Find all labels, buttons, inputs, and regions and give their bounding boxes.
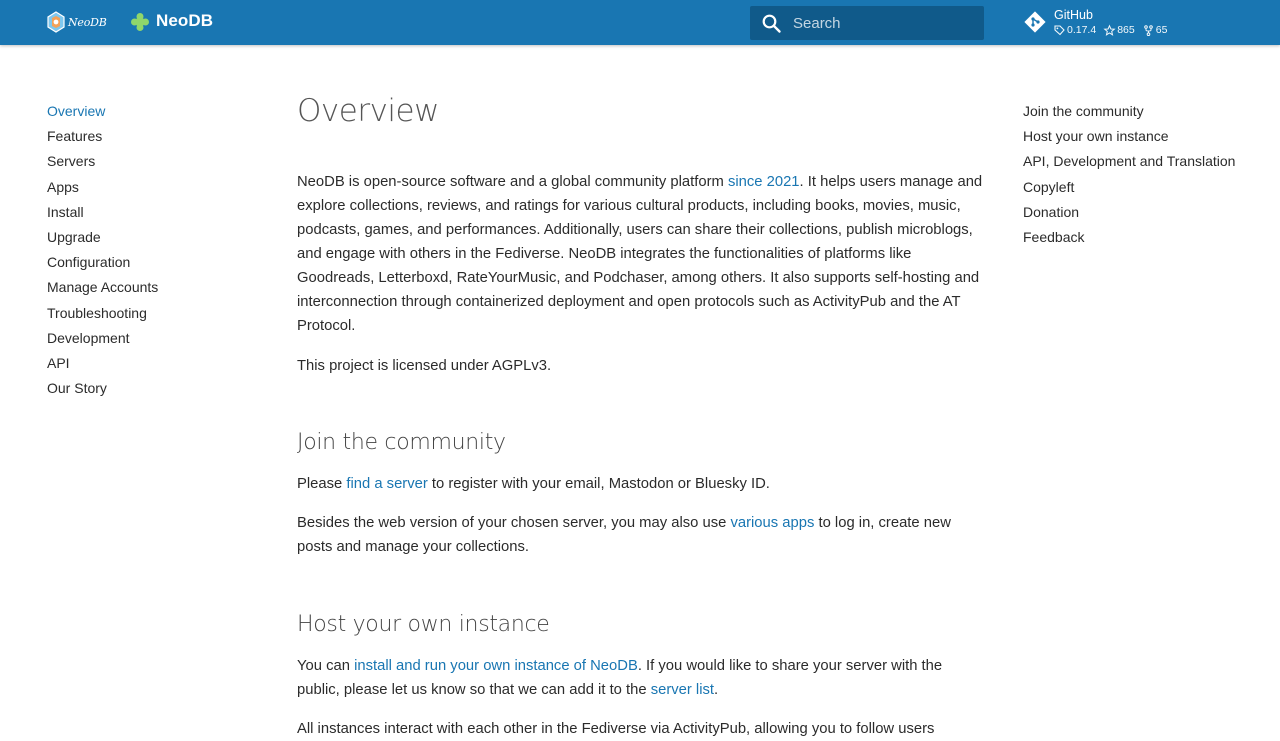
main-content (297, 88, 987, 741)
section-heading-host: Host your own instance (297, 612, 550, 637)
repo-forks (1143, 24, 1168, 36)
repo-forks-count: 65 (1155, 24, 1168, 36)
toc-item-host-instance[interactable]: Host your own instance (1023, 128, 1169, 145)
nav-item-servers[interactable]: Servers (47, 153, 96, 170)
join-paragraph-2 (297, 511, 987, 559)
nav-item-configuration[interactable]: Configuration (47, 254, 131, 271)
repo-stars-count: 865 (1117, 24, 1135, 36)
join-p2-end: to log in, create new posts and manage your collections. (297, 515, 951, 555)
repo-version (1054, 24, 1096, 36)
toc-item-join-community[interactable]: Join the community (1023, 103, 1144, 119)
server-list-link[interactable]: server list (650, 682, 715, 698)
intro-paragraph (297, 170, 987, 338)
nav-item-apps[interactable]: Apps (47, 178, 79, 195)
nav-item-manage-accounts[interactable]: Manage Accounts (47, 279, 159, 296)
find-a-server-link[interactable]: find a server (346, 476, 428, 492)
nav-item-api[interactable]: API (47, 355, 70, 372)
toc-item-api-development[interactable]: API, Development and Translation (1023, 153, 1236, 170)
license-paragraph: This project is licensed under AGPLv3. (297, 358, 552, 374)
nav-item-our-story[interactable]: Our Story (47, 380, 107, 397)
fork-icon (1143, 25, 1154, 36)
toc-item-feedback[interactable]: Feedback (1023, 229, 1085, 246)
toc-item-copyleft[interactable]: Copyleft (1023, 178, 1075, 195)
toc-item-donation[interactable]: Donation (1023, 203, 1080, 220)
join-paragraph-1 (297, 472, 987, 496)
section-heading-join: Join the community (297, 430, 506, 455)
join-p1-start: Please (297, 476, 347, 492)
host-paragraph-2: All instances interact with each other in the Fediverse via ActivityPub, allowing you to follow users (297, 721, 935, 737)
top-header (0, 0, 1280, 45)
home-logo-link[interactable] (46, 10, 107, 34)
tag-icon (1054, 25, 1065, 36)
table-of-contents (1023, 99, 1268, 250)
intro-text-end: . It helps users manage and explore collections, reviews, and ratings for various cultural products, including books, movies, music, podcasts, games, and performances. Additionally, users can share their collections, publish microblogs, and engage with others in the Fediverse. NeoDB integrates the functionalities of platforms like Goodreads, Letterboxd, RateYourMusic, and Podchaser, among others. It also supports self-hosting and interconnection through containerized deployment and open protocols such as ActivityPub and the AT Protocol. (297, 174, 983, 334)
repo-stars (1104, 24, 1135, 36)
nav-item-troubleshooting[interactable]: Troubleshooting (47, 304, 147, 321)
repo-facts (1054, 24, 1167, 36)
search-icon (762, 14, 781, 33)
repo-version-text: 0.17.4 (1067, 24, 1097, 36)
host-p1-end: . (714, 682, 719, 698)
join-p1-end: to register with your email, Mastodon or Bluesky ID. (427, 476, 770, 492)
search-input[interactable] (793, 15, 973, 32)
host-paragraph-1 (297, 654, 987, 702)
neodb-puzzle-icon (130, 12, 150, 32)
nav-item-development[interactable]: Development (47, 329, 130, 346)
neodb-logo-icon (46, 11, 66, 33)
nav-item-features[interactable]: Features (47, 128, 103, 145)
nav-item-upgrade[interactable]: Upgrade (47, 229, 101, 246)
install-instance-link[interactable]: install and run your own instance of NeoDB (354, 658, 638, 674)
page-title: Overview (297, 93, 439, 129)
git-icon (1024, 11, 1046, 33)
logo-text: NeoDB (68, 15, 107, 29)
nav-item-install[interactable]: Install (47, 203, 84, 220)
star-icon (1104, 25, 1115, 36)
repo-name: GitHub (1054, 8, 1093, 22)
intro-text-start: NeoDB is open-source software and a global community platform (297, 174, 728, 190)
nav-item-overview[interactable]: Overview (47, 103, 106, 119)
host-p1-middle: . If you would like to share your server with the public, please let us know so that we can add it to the (297, 658, 943, 698)
primary-nav (47, 99, 247, 401)
site-title[interactable]: NeoDB (156, 11, 214, 30)
since-2021-link[interactable]: since 2021 (727, 174, 800, 190)
various-apps-link[interactable]: various apps (730, 515, 815, 531)
search-box[interactable] (750, 6, 984, 40)
host-p1-start: You can (297, 658, 355, 674)
join-p2-start: Besides the web version of your chosen server, you may also use (297, 515, 731, 531)
